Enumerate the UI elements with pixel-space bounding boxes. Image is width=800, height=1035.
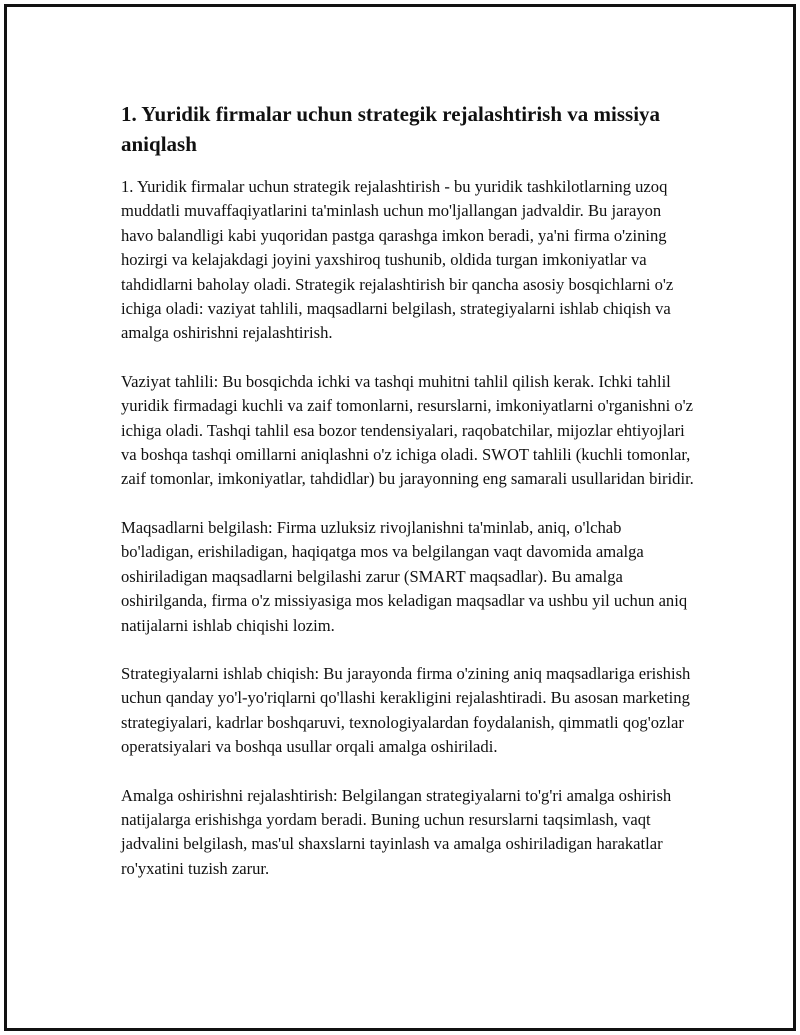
document-body [121,99,696,905]
paragraph-situation-analysis: Vaziyat tahlili: Bu bosqichda ichki va tashqi muhitni tahlil qilish kerak. Ichki tahlil yuridik firmadagi kuchli va zaif tomonlarni, resurslarni, imkoniyatlarni o'rganishni o'z ichiga oladi. Tashqi tahlil esa bozor tendensiyalari, raqobatchilar, mijozlar ehtiyojlari va boshqa tashqi omillarni aniqlashni o'z ichiga oladi. SWOT tahlili (kuchli tomonlar, zaif tomonlar, imkoniyatlar, tahdidlar) bu jarayonning eng samarali usullaridan biridir. [121,371,694,489]
paragraph-strategy-development: Strategiyalarni ishlab chiqish: Bu jarayonda firma o'zining aniq maqsadlariga erishish uchun qanday yo'l-yo'riqlarni qo'llashi kerakligini rejalashtiradi. Bu asosan marketing strategiyalari, kadrlar boshqaruvi, texnologiyalardan foydalanish, qimmatli qog'ozlar operatsiyalari va boshqa usullar orqali amalga oshiriladi. [121,663,691,757]
paragraph-goal-setting: Maqsadlarni belgilash: Firma uzluksiz rivojlanishni ta'minlab, aniq, o'lchab bo'ladigan, erishiladigan, haqiqatga mos va belgilangan vaqt davomida amalga oshiriladigan maqsadlarni belgilashi zarur (SMART maqsadlar). Bu amalga oshirilganda, firma o'z missiyasiga mos keladigan maqsadlar va ushbu yil uchun aniq natijalarni ishlab chiqishi lozim. [121,517,688,635]
paragraph-implementation-planning: Amalga oshirishni rejalashtirish: Belgilangan strategiyalarni to'g'ri amalga oshirish natijalarga erishishga yordam beradi. Buning uchun resurslarni taqsimlash, vaqt jadvalini belgilash, mas'ul shaxslarni tayinlash va amalga oshiriladigan harakatlar ro'yxatini tuzish zarur. [121,785,672,878]
paragraph-intro: 1. Yuridik firmalar uchun strategik rejalashtirish - bu yuridik tashkilotlarning uzoq muddatli muvaffaqiyatlarini ta'minlash uchun mo'ljallangan jadvaldir. Bu jarayon havo balandligi kabi yuqoridan pastga qarashga imkon beradi, ya'ni firma o'zining hozirgi va kelajakdagi joyini yaxshiroq tushunib, oldida turgan imkoniyatlar va tahdidlarni baholay oladi. Strategik rejalashtirish bir qancha asosiy bosqichlarni o'z ichiga oladi: vaziyat tahlili, maqsadlarni belgilash, strategiyalarni ishlab chiqish va amalga oshirishni rejalashtirish. [121,177,674,343]
page-frame [4,4,796,1031]
document-title: 1. Yuridik firmalar uchun strategik rejalashtirish va missiya aniqlash [121,102,661,156]
